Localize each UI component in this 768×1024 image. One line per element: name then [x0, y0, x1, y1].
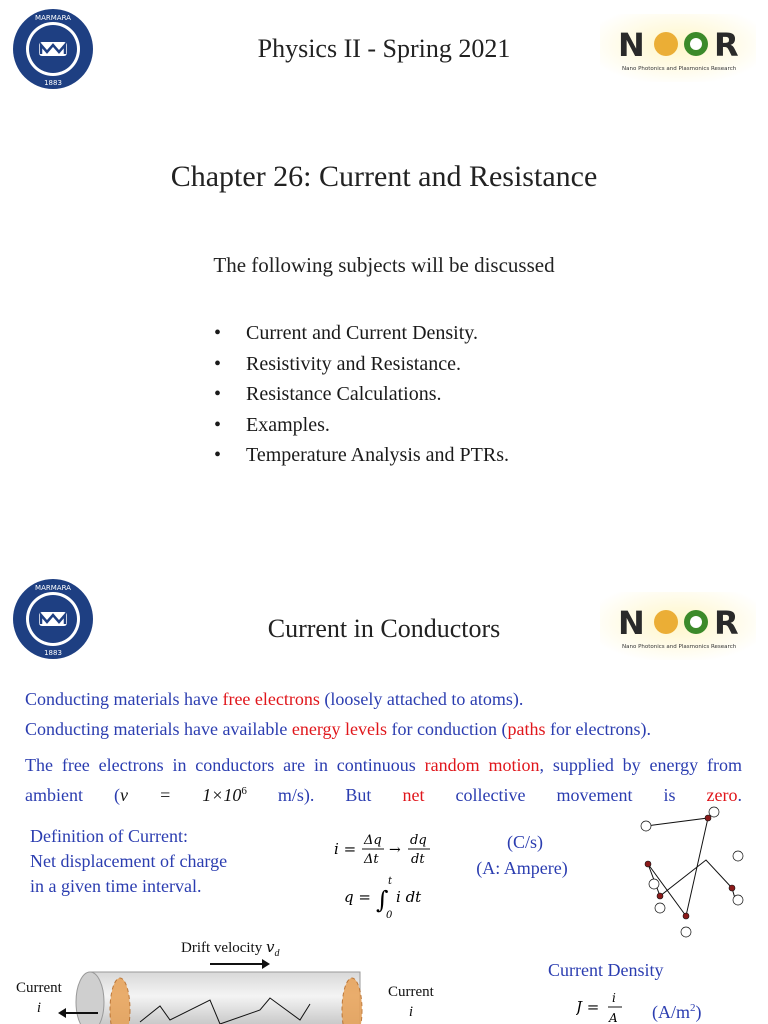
svg-text:i dt: i dt	[396, 888, 422, 906]
paragraph-free-electrons: Conducting materials have free electrons (loosely attached to atoms).	[25, 689, 524, 709]
charge-formula	[344, 874, 434, 924]
bullet-icon: •	[214, 383, 222, 405]
slide-title: Current in Conductors	[267, 614, 501, 643]
svg-text:MARMARA: MARMARA	[35, 584, 71, 592]
list-item: • Current and Current Density.	[214, 318, 509, 349]
unit-ampere: (A: Ampere)	[476, 858, 568, 878]
current-definition: Definition of Current: Net displacement of charge in a given time interval.	[30, 826, 228, 896]
svg-text:A: A	[609, 1011, 618, 1024]
svg-text:i: i	[612, 991, 616, 1005]
current-formula	[334, 830, 444, 870]
logo-year-text: 1883	[44, 649, 62, 657]
noor-subtitle: Nano Photonics and Plasmonics Research	[622, 644, 737, 650]
topic-list	[214, 318, 509, 471]
svg-text:t: t	[388, 876, 393, 887]
current-density-formula	[576, 990, 636, 1024]
bullet-icon: •	[214, 444, 222, 466]
slide-2	[0, 566, 768, 1024]
svg-text:0: 0	[386, 910, 393, 921]
current-label-right: Current i	[388, 984, 434, 1020]
svg-text:J =: J =	[576, 998, 600, 1016]
bullet-icon: •	[214, 322, 222, 344]
list-item: • Resistivity and Resistance.	[214, 349, 509, 380]
paragraph-energy-levels: Conducting materials have available energy levels for conduction (paths for electrons).	[25, 719, 651, 739]
svg-text:dt: dt	[411, 852, 425, 867]
svg-text:∫: ∫	[376, 886, 389, 914]
bullet-icon: •	[214, 352, 222, 375]
chapter-title: Chapter 26: Current and Resistance	[170, 160, 598, 193]
svg-text:→: →	[389, 842, 401, 858]
logo-year-text: 1883	[44, 79, 62, 87]
list-item: • Examples.	[214, 410, 509, 441]
svg-text:R: R	[714, 604, 739, 642]
svg-text:q =: q =	[344, 888, 371, 906]
noor-logo	[600, 592, 756, 660]
bullet-icon: •	[214, 413, 222, 436]
svg-text:N: N	[618, 604, 645, 642]
list-item: • Resistance Calculations.	[214, 379, 509, 410]
intro-text: The following subjects will be discussed	[213, 253, 555, 277]
svg-text:dq: dq	[410, 833, 427, 848]
svg-text:Δq: Δq	[364, 833, 382, 848]
noor-subtitle: Nano Photonics and Plasmonics Research	[622, 66, 737, 72]
conductor-cylinder	[60, 970, 380, 1024]
header-title: Physics II - Spring 2021	[257, 34, 511, 63]
current-density-unit: $(A/m^2)$	[652, 1002, 702, 1022]
noor-logo	[600, 14, 756, 82]
svg-text:i =: i =	[334, 840, 357, 858]
list-item: • Temperature Analysis and PTRs.	[214, 440, 509, 471]
unit-coulomb-per-second: (C/s)	[507, 832, 543, 852]
current-density-label: Current Density	[548, 960, 664, 980]
svg-text:Δt: Δt	[364, 852, 379, 867]
drift-arrow-icon	[210, 959, 270, 969]
svg-text:R: R	[714, 26, 739, 64]
left-arrow-icon	[58, 1008, 98, 1018]
drift-velocity-label: Drift velocity $v_d$	[181, 938, 280, 959]
random-motion-diagram	[628, 804, 748, 940]
current-label-left: Current i	[16, 980, 62, 1016]
paragraph-random-motion: The free electrons in conductors are in continuous random motion, supplied by energy from ambient ($v = 1\times 10^6$ m/s). But net collective movement is zero.	[25, 755, 742, 805]
svg-text:N: N	[618, 26, 645, 64]
svg-text:MARMARA: MARMARA	[35, 14, 71, 22]
